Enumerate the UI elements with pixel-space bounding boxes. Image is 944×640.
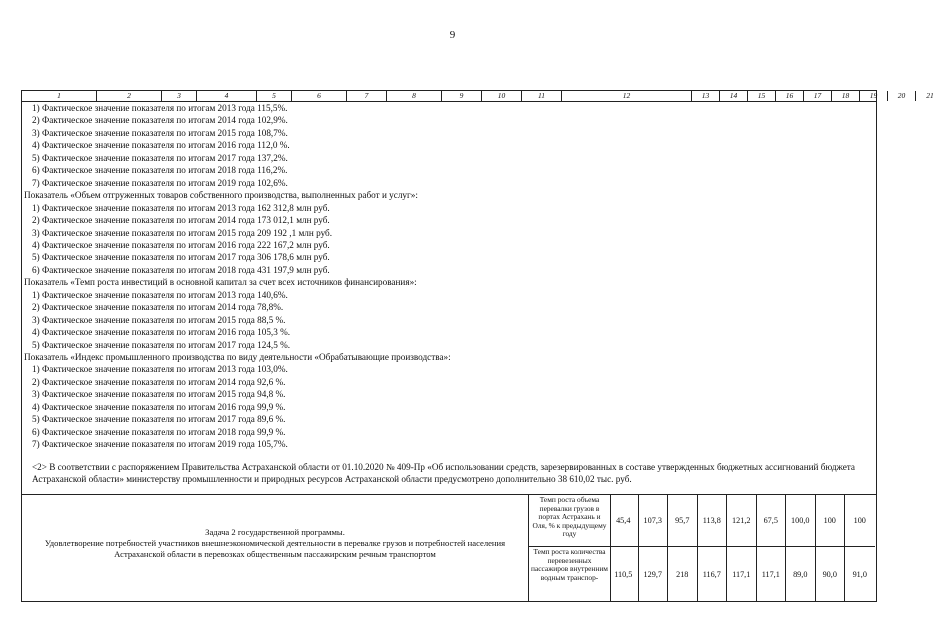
note-line: 2) Фактическое значение показателя по итогам 2014 года 173 012,1 млн руб. bbox=[32, 215, 330, 226]
column-header-10: 10 bbox=[482, 91, 522, 101]
indicator-value: 121,2 bbox=[727, 495, 757, 547]
column-header-15: 15 bbox=[748, 91, 776, 101]
column-header-2: 2 bbox=[97, 91, 162, 101]
footnote: <2> В соответствии с распоряжением Правительства Астраханской области от 01.10.2020 № 409-Пр «Об использовании средств, зарезервированных в составе утвержденных бюджетных ассигнований бюджета Астраханской области» министерству промышленности и природных ресурсов Астраханской области предусмотрено дополнительно 38 610,02 тыс. руб. bbox=[32, 462, 856, 484]
column-header-13: 13 bbox=[692, 91, 720, 101]
note-line: 5) Фактическое значение показателя по итогам 2017 года 137,2%. bbox=[32, 152, 288, 163]
note-line: 7) Фактическое значение показателя по итогам 2019 года 105,7%. bbox=[32, 439, 288, 450]
indicator-value: 95,7 bbox=[668, 495, 698, 547]
note-line: 1) Фактическое значение показателя по итогам 2013 года 103,0%. bbox=[32, 364, 288, 375]
column-header-6: 6 bbox=[292, 91, 347, 101]
indicator-heading: Показатель «Индекс промышленного производства по виду деятельности «Обрабатывающие производства»: bbox=[24, 352, 451, 362]
indicator-value: 100,0 bbox=[786, 495, 816, 547]
indicator-value: 107,3 bbox=[639, 495, 669, 547]
column-header-7: 7 bbox=[347, 91, 387, 101]
column-header-1: 1 bbox=[22, 91, 97, 101]
indicator-value: 218 bbox=[668, 547, 698, 602]
indicator-value: 45,4 bbox=[609, 495, 639, 547]
column-header-20: 20 bbox=[888, 91, 916, 101]
indicator-name-column bbox=[528, 495, 611, 602]
note-line: 1) Фактическое значение показателя по итогам 2013 года 115,5%. bbox=[32, 103, 288, 113]
note-line: 5) Фактическое значение показателя по итогам 2017 года 306 178,6 млн руб. bbox=[32, 252, 330, 263]
indicator-value: 90,0 bbox=[816, 547, 846, 602]
indicator-value: 110,5 bbox=[609, 547, 639, 602]
note-line: 1) Фактическое значение показателя по итогам 2013 года 162 312,8 млн руб. bbox=[32, 202, 330, 213]
task-row bbox=[22, 494, 876, 602]
note-line: 2) Фактическое значение показателя по итогам 2014 года 92,6 %. bbox=[32, 376, 286, 387]
indicator-heading: Показатель «Объем отгруженных товаров собственного производства, выполненных работ и услуг»: bbox=[24, 190, 418, 201]
column-header-19: 19 bbox=[860, 91, 888, 101]
indicator-value: 100 bbox=[816, 495, 846, 547]
indicator-value: 113,8 bbox=[698, 495, 728, 547]
note-line: 4) Фактическое значение показателя по итогам 2016 года 105,3 %. bbox=[32, 327, 291, 338]
page-number: 9 bbox=[449, 29, 456, 41]
column-header-row bbox=[22, 91, 934, 102]
task-title: Задача 2 государственной программы. bbox=[205, 527, 345, 537]
note-line: 4) Фактическое значение показателя по итогам 2016 года 99,9 %. bbox=[32, 401, 286, 412]
column-header-4: 4 bbox=[197, 91, 257, 101]
column-header-8: 8 bbox=[387, 91, 442, 101]
indicator-heading: Показатель «Темп роста инвестиций в основной капитал за счет всех источников финансирования»: bbox=[24, 277, 417, 288]
column-header-18: 18 bbox=[832, 91, 860, 101]
column-header-5: 5 bbox=[257, 91, 292, 101]
note-line: 4) Фактическое значение показателя по итогам 2016 года 112,0 %. bbox=[32, 140, 290, 151]
note-line: 6) Фактическое значение показателя по итогам 2018 года 116,2%. bbox=[32, 165, 288, 176]
note-line: 4) Фактическое значение показателя по итогам 2016 года 222 167,2 млн руб. bbox=[32, 239, 330, 250]
note-line: 6) Фактическое значение показателя по итогам 2018 года 431 197,9 млн руб. bbox=[32, 264, 330, 275]
indicator-value: 89,0 bbox=[786, 547, 816, 602]
document-table bbox=[21, 90, 934, 602]
column-header-12: 12 bbox=[562, 91, 692, 101]
note-line: 5) Фактическое значение показателя по итогам 2017 года 89,6 %. bbox=[32, 414, 286, 425]
note-line: 2) Фактическое значение показателя по итогам 2014 года 78,8%. bbox=[32, 302, 284, 313]
note-line: 2) Фактическое значение показателя по итогам 2014 года 102,9%. bbox=[32, 115, 288, 126]
indicator-name: Темп роста количества перевезенных пассажиров внутренним водным транспор- bbox=[531, 547, 608, 582]
note-line: 3) Фактическое значение показателя по итогам 2015 года 94,8 %. bbox=[32, 389, 286, 400]
note-line: 7) Фактическое значение показателя по итогам 2019 года 102,6%. bbox=[32, 177, 288, 188]
indicator-value: 117,1 bbox=[727, 547, 757, 602]
column-header-3: 3 bbox=[162, 91, 197, 101]
note-line: 5) Фактическое значение показателя по итогам 2017 года 124,5 %. bbox=[32, 339, 291, 350]
task-description-block bbox=[30, 527, 520, 560]
indicator-value: 100 bbox=[845, 495, 875, 547]
column-header-11: 11 bbox=[522, 91, 562, 101]
column-header-21: 21 bbox=[926, 91, 934, 100]
note-line: 3) Фактическое значение показателя по итогам 2015 года 108,7%. bbox=[32, 127, 288, 138]
note-line: 3) Фактическое значение показателя по итогам 2015 года 209 192 ,1 млн руб. bbox=[32, 227, 333, 238]
column-header-9: 9 bbox=[442, 91, 482, 101]
indicator-value: 116,7 bbox=[698, 547, 728, 602]
note-line: 3) Фактическое значение показателя по итогам 2015 года 88,5 %. bbox=[32, 314, 286, 325]
indicator-value: 129,7 bbox=[639, 547, 669, 602]
column-header-17: 17 bbox=[804, 91, 832, 101]
note-line: 1) Фактическое значение показателя по итогам 2013 года 140,6%. bbox=[32, 289, 288, 300]
indicator-value: 67,5 bbox=[757, 495, 787, 547]
column-header-14: 14 bbox=[720, 91, 748, 101]
indicator-value: 91,0 bbox=[852, 570, 867, 579]
indicator-value: 117,1 bbox=[757, 547, 787, 602]
note-line: 6) Фактическое значение показателя по итогам 2018 года 99,9 %. bbox=[32, 426, 286, 437]
indicator-name: Темп роста объема перевалки грузов в портах Астрахань и Оля, % к предыдущему году bbox=[529, 495, 610, 547]
column-header-16: 16 bbox=[776, 91, 804, 101]
task-description: Удовлетворение потребностей участников внешнеэкономической деятельности в перевалке грузов и потребностей населения Астраханской области в перевозках общественным пассажирским речным транспортом bbox=[44, 538, 506, 559]
